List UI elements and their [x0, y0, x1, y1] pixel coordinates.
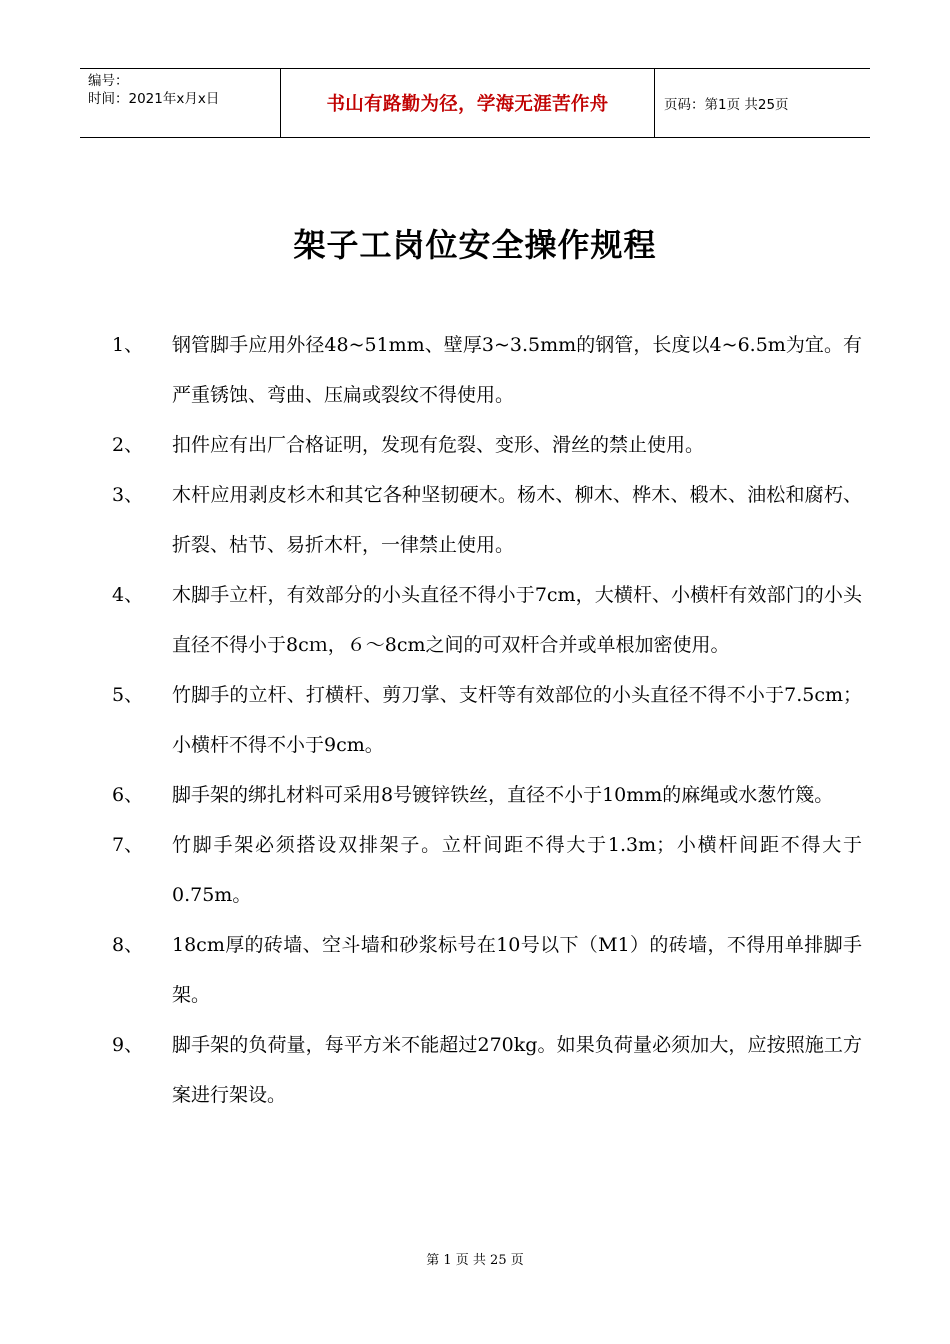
- item-text: 木杆应用剥皮杉木和其它各种坚韧硬木。杨木、柳木、桦木、椴木、油松和腐朽、折裂、枯节、易折木杆，一律禁止使用。: [172, 484, 862, 556]
- item-number: 2、: [112, 434, 144, 456]
- list-item: [112, 320, 872, 420]
- list-item: [112, 820, 872, 920]
- document-code-label: 编号：: [88, 73, 129, 89]
- list-item: [112, 470, 872, 570]
- item-number: 6、: [112, 784, 144, 806]
- item-number: 5、: [112, 684, 144, 706]
- item-text: 木脚手立杆，有效部分的小头直径不得小于7cm，大横杆、小横杆有效部门的小头直径不得小于8cｍ，６～8cm之间的可双杆合并或单根加密使用。: [172, 584, 862, 656]
- item-text: 竹脚手的立杆、打横杆、剪刀掌、支杆等有效部位的小头直径不得不小于7.5cm；小横杆不得不小于9cm。: [172, 684, 862, 756]
- list-item: [112, 770, 872, 820]
- item-text: 脚手架的负荷量，每平方米不能超过270kg。如果负荷量必须加大，应按照施工方案进行架设。: [172, 1034, 862, 1106]
- item-text: 竹脚手架必须搭设双排架子。立杆间距不得大于1.3m；小横杆间距不得大于0.75m。: [172, 834, 862, 906]
- item-number: 1、: [112, 334, 144, 356]
- item-number: 9、: [112, 1034, 144, 1056]
- item-text: 18cm厚的砖墙、空斗墙和砂浆标号在10号以下（M1）的砖墙，不得用单排脚手架。: [172, 934, 862, 1006]
- list-item: [112, 920, 872, 1020]
- document-header: [80, 68, 870, 138]
- header-meta-cell: [80, 69, 281, 137]
- header-page-info: 页码：第1页 共25页: [664, 97, 789, 113]
- document-date-label: 时间：2021年x月x日: [88, 91, 220, 107]
- list-item: [112, 420, 872, 470]
- item-text: 钢管脚手应用外径48~51mm、壁厚3~3.5mm的钢管，长度以4~6.5m为宜。有严重锈蚀、弯曲、压扁或裂纹不得使用。: [172, 334, 862, 406]
- list-item: [112, 1020, 872, 1120]
- item-number: 3、: [112, 484, 144, 506]
- document-title: 架子工岗位安全操作规程: [293, 226, 657, 264]
- item-number: 8、: [112, 934, 144, 956]
- item-text: 扣件应有出厂合格证明，发现有危裂、变形、滑丝的禁止使用。: [172, 434, 705, 456]
- item-number: 7、: [112, 834, 144, 856]
- item-text: 脚手架的绑扎材料可采用8号镀锌铁丝，直径不小于10mm的麻绳或水葱竹篾。: [172, 784, 834, 806]
- list-item: [112, 670, 872, 770]
- list-item: [112, 570, 872, 670]
- page-footer: 第 1 页 共 25 页: [426, 1253, 524, 1268]
- rules-list: [112, 320, 872, 1120]
- item-number: 4、: [112, 584, 144, 606]
- header-motto: 书山有路勤为径，学海无涯苦作舟: [281, 69, 655, 137]
